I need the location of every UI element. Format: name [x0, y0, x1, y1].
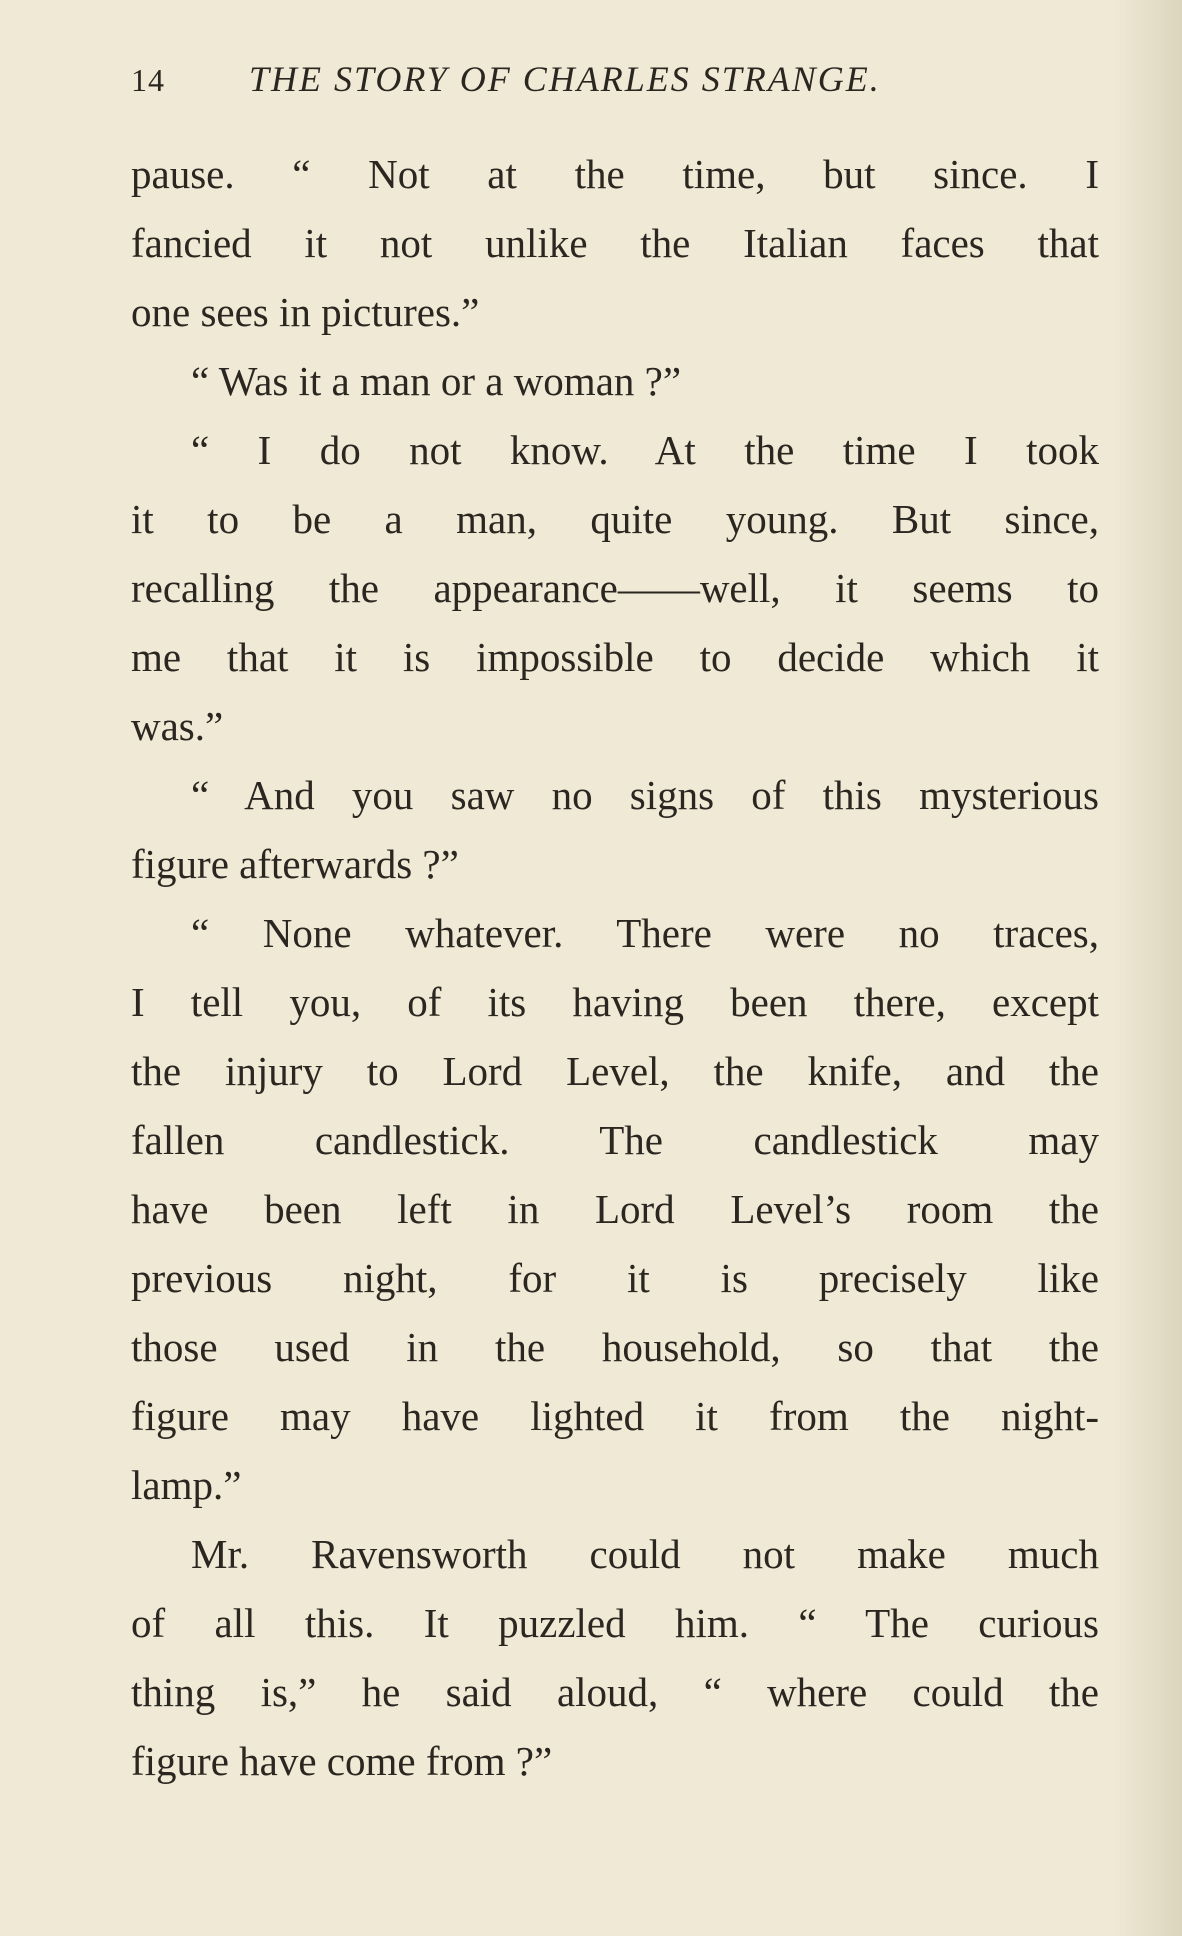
text-line: was.” — [131, 703, 224, 749]
text-line: Mr. Ravensworth could not make much — [191, 1531, 1099, 1577]
text-line: lamp.” — [131, 1462, 242, 1508]
text-line: the injury to Lord Level, the knife, and the — [131, 1048, 1099, 1094]
text-line: “ Was it a man or a woman ?” — [191, 358, 682, 404]
text-line: fallen candlestick. The candlestick may — [131, 1117, 1099, 1163]
text-line: previous night, for it is precisely like — [131, 1255, 1099, 1301]
text-line: figure have come from ?” — [131, 1738, 553, 1784]
text-line: pause. “ Not at the time, but since. I — [131, 151, 1099, 197]
page-edge-shadow — [1112, 0, 1182, 1936]
text-line: of all this. It puzzled him. “ The curious — [131, 1600, 1099, 1646]
text-line: fancied it not unlike the Italian faces that — [131, 220, 1099, 266]
running-title: THE STORY OF CHARLES STRANGE. — [249, 59, 881, 99]
text-line: one sees in pictures.” — [131, 289, 480, 335]
text-line: recalling the appearance——well, it seems to — [131, 565, 1099, 611]
text-line: have been left in Lord Level’s room the — [131, 1186, 1099, 1232]
text-line: I tell you, of its having been there, except — [131, 979, 1099, 1025]
text-line: “ I do not know. At the time I took — [191, 427, 1099, 473]
text-line: those used in the household, so that the — [131, 1324, 1099, 1370]
text-line: thing is,” he said aloud, “ where could the — [131, 1669, 1099, 1715]
page-number: 14 — [131, 62, 165, 98]
text-line: “ None whatever. There were no traces, — [191, 910, 1099, 956]
body-text — [131, 140, 1099, 1796]
text-line: it to be a man, quite young. But since, — [131, 496, 1099, 542]
text-line: “ And you saw no signs of this mysterious — [191, 772, 1099, 818]
page-header — [131, 58, 1001, 108]
text-line: me that it is impossible to decide which it — [131, 634, 1099, 680]
text-line: figure afterwards ?” — [131, 841, 459, 887]
text-line: figure may have lighted it from the night- — [131, 1393, 1099, 1439]
